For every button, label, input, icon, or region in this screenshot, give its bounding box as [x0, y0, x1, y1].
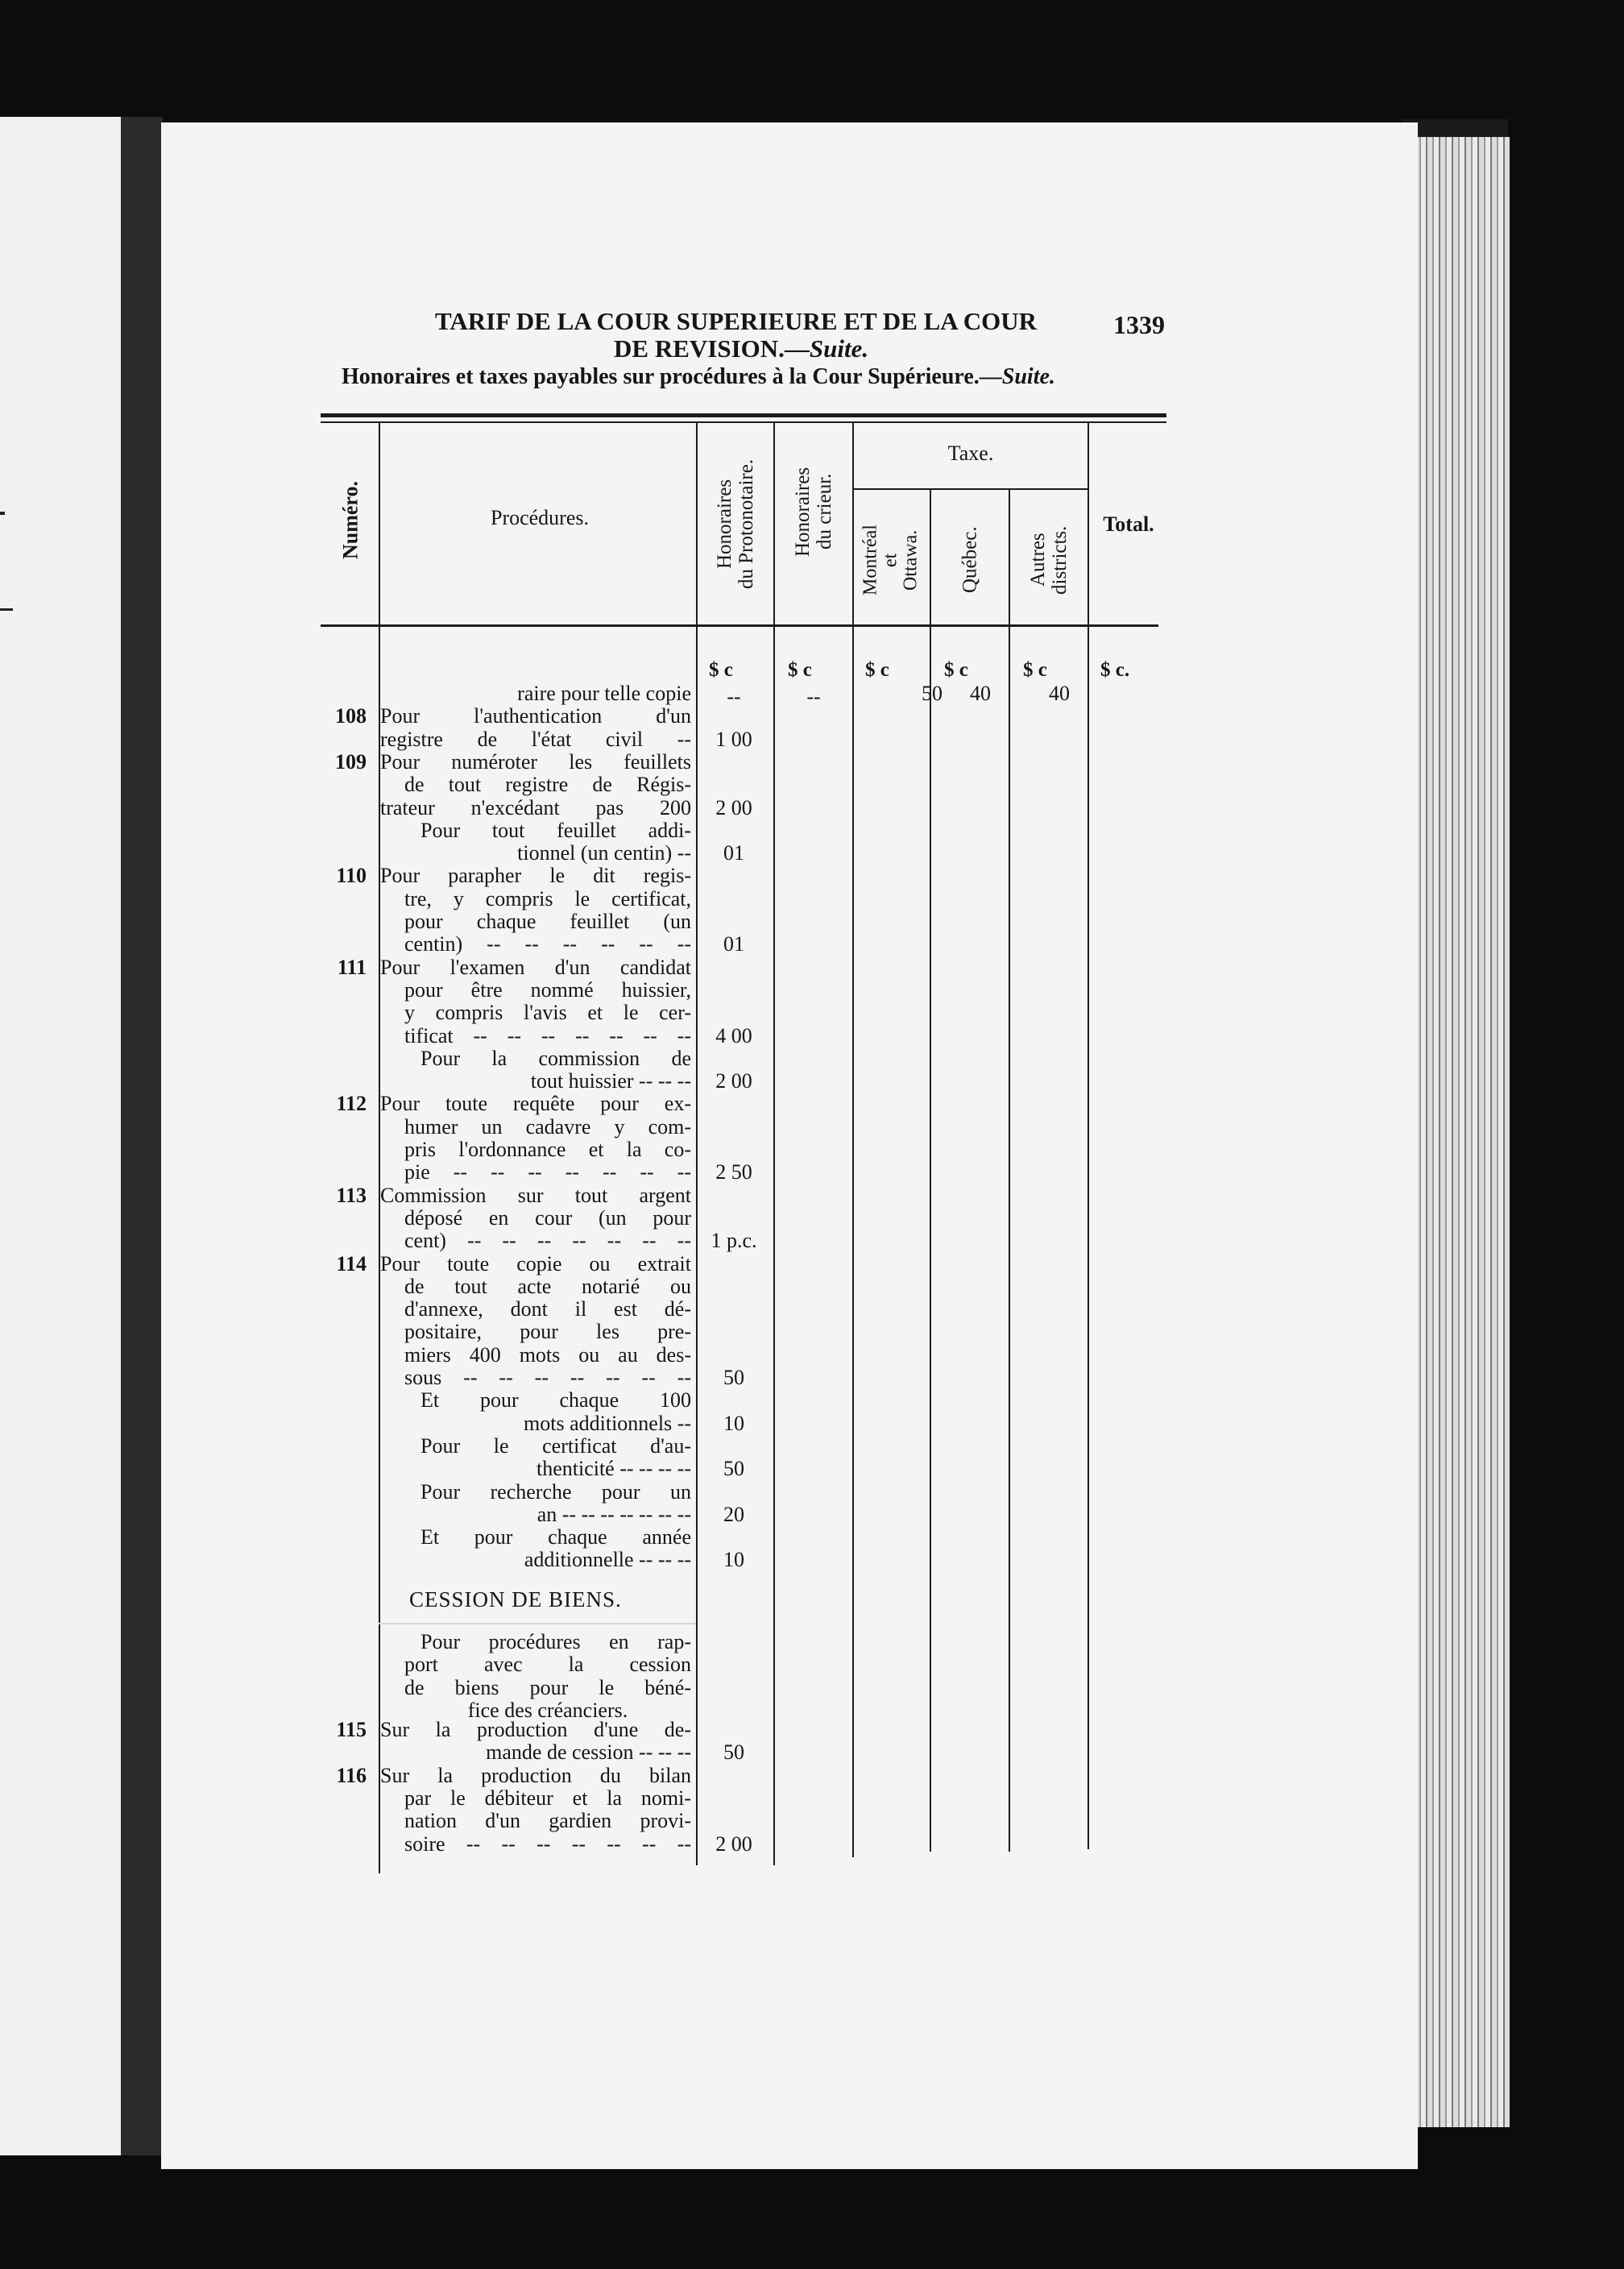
procedure-text: an -- -- -- -- -- -- --	[536, 1504, 691, 1526]
running-title	[435, 308, 1079, 335]
procedure-text: cent) -- -- -- -- -- -- --	[404, 1230, 691, 1252]
procedure-text: tionnel (un centin) --	[517, 842, 691, 865]
col-line-quebec	[1009, 490, 1010, 1852]
procedure-text: par le débiteur et la nomi-	[404, 1787, 691, 1810]
procedure-text: trateur n'excédant pas 200	[380, 797, 691, 819]
row-number: 112	[336, 1092, 367, 1115]
header-protonotaire: Honoraires du Protonotaire.	[714, 458, 757, 589]
header-taxe: Taxe.	[947, 442, 994, 465]
procedure-text: de tout registre de Régis-	[404, 774, 691, 796]
procedure-text: Commission sur tout argent	[380, 1184, 691, 1207]
procedure-text: Sur la production du bilan	[380, 1765, 691, 1787]
currency-protonotaire: $ c	[709, 659, 733, 681]
header-crieur: Honoraires du crieur.	[792, 467, 835, 557]
procedure-text: humer un cadavre y com-	[404, 1116, 691, 1139]
table-top-rule-thin	[321, 421, 1166, 423]
table-row	[0, 1435, 806, 1458]
procedure-text: Sur la production d'une de-	[380, 1719, 691, 1741]
procedure-text: mots additionnels --	[524, 1412, 691, 1435]
procedure-text: raire pour telle copie	[517, 682, 691, 705]
running-title-line-2: DE REVISION.—Suite.	[614, 334, 869, 363]
fee-protonotaire: 10	[723, 1548, 744, 1571]
procedure-text: de tout acte notarié ou	[404, 1276, 691, 1298]
fee-protonotaire: 1 p.c.	[710, 1229, 757, 1252]
procedure-text: pris l'ordonnance et la co-	[404, 1139, 691, 1161]
table-row	[0, 1298, 806, 1321]
procedure-text: tout huissier -- -- --	[530, 1070, 691, 1093]
table-row	[0, 1787, 806, 1810]
tax-quebec: 40	[970, 682, 991, 705]
table-row	[0, 1253, 806, 1276]
taxe-rule	[854, 488, 1088, 490]
procedure-text: pie -- -- -- -- -- -- --	[404, 1161, 691, 1184]
currency-quebec: $ c	[944, 659, 968, 681]
fee-protonotaire: 50	[723, 1740, 744, 1764]
table-row	[0, 728, 806, 751]
header-autres: Autres districts.	[1027, 525, 1071, 595]
table-row	[0, 933, 806, 956]
dash-protonotaire: --	[727, 685, 741, 708]
row-number: 115	[336, 1718, 367, 1741]
table-row	[0, 819, 806, 842]
procedure-text: Pour toute copie ou extrait	[380, 1253, 691, 1276]
table-row	[0, 1321, 806, 1343]
procedure-text: pour être nommé huissier,	[404, 979, 691, 1002]
table-row	[0, 1093, 806, 1115]
table-row	[0, 1139, 806, 1161]
procedure-text: Pour toute requête pour ex-	[380, 1093, 691, 1115]
procedure-text: additionnelle -- -- --	[524, 1549, 691, 1571]
table-row	[0, 1526, 806, 1549]
header-montreal: Montréal et Ottawa.	[860, 525, 922, 595]
table-row	[0, 1047, 806, 1070]
header-quebec: Québec.	[959, 526, 981, 594]
fee-protonotaire: 10	[723, 1412, 744, 1435]
procedure-text: soire -- -- -- -- -- -- --	[404, 1833, 691, 1856]
row-number: 109	[335, 750, 367, 774]
table-row	[0, 1184, 806, 1207]
procedure-text: Pour l'authentication d'un	[380, 705, 691, 728]
table-top-rule	[321, 413, 1166, 417]
procedure-text: Pour tout feuillet addi-	[420, 819, 691, 842]
header-procedures: Procédures.	[490, 506, 589, 529]
margin-mark	[0, 512, 5, 515]
table-row	[0, 1765, 806, 1787]
procedure-text: d'annexe, dont il est dé-	[404, 1298, 691, 1321]
row-number: 114	[336, 1252, 367, 1276]
table-row	[0, 1116, 806, 1139]
currency-autres: $ c	[1023, 659, 1047, 681]
table-row	[0, 682, 806, 705]
table-row	[0, 1070, 806, 1093]
header-numero: Numéro.	[338, 480, 362, 559]
procedure-text: registre de l'état civil --	[380, 728, 691, 751]
section-intro-line: de biens pour le béné-	[404, 1676, 691, 1699]
fee-protonotaire: 01	[723, 932, 744, 956]
section-gap	[379, 1623, 696, 1624]
table-subtitle: Honoraires et taxes payables sur procédures à la Cour Supérieure.—Suite.	[342, 364, 1055, 389]
page-number: 1339	[1113, 310, 1165, 339]
section-heading: CESSION DE BIENS.	[409, 1587, 622, 1612]
procedure-text: Et pour chaque 100	[420, 1389, 691, 1412]
fee-protonotaire: 20	[723, 1503, 744, 1526]
section-intro-line: fice des créanciers.	[467, 1699, 628, 1722]
currency-total: $ c.	[1100, 659, 1130, 681]
procedure-text: positaire, pour les pre-	[404, 1321, 691, 1343]
table-row	[0, 911, 806, 933]
table-row	[0, 774, 806, 796]
fee-protonotaire: 4 00	[715, 1024, 752, 1047]
procedure-text: pour chaque feuillet (un	[404, 911, 691, 933]
table-row	[0, 1412, 806, 1435]
procedure-text: thenticité -- -- -- --	[536, 1458, 691, 1480]
row-number: 110	[336, 864, 367, 887]
table-row	[0, 888, 806, 911]
table-row	[0, 1741, 806, 1764]
fee-protonotaire: 2 00	[715, 1832, 752, 1856]
procedure-text: tre, y compris le certificat,	[404, 888, 691, 911]
dash-crieur: --	[806, 685, 821, 708]
procedure-text: Pour recherche pour un	[420, 1481, 691, 1504]
table-row	[0, 979, 806, 1002]
fee-protonotaire: 2 00	[715, 796, 752, 819]
currency-crieur: $ c	[788, 659, 812, 681]
procedure-text: centin) -- -- -- -- -- --	[404, 933, 691, 956]
row-number: 108	[335, 704, 367, 728]
procedure-text: Pour l'examen d'un candidat	[380, 956, 691, 979]
fee-protonotaire: 50	[723, 1366, 744, 1389]
procedure-text: y compris l'avis et le cer-	[404, 1002, 691, 1024]
fee-protonotaire: 01	[723, 841, 744, 865]
row-number: 116	[336, 1764, 367, 1787]
section-intro-line: Pour procédures en rap-	[420, 1630, 691, 1653]
row-number: 111	[337, 956, 367, 979]
table-row	[0, 1549, 806, 1571]
table-row	[0, 705, 806, 728]
table-row	[0, 842, 806, 865]
title-line-1: TARIF DE LA COUR SUPERIEURE ET DE LA COUR	[435, 307, 1037, 335]
fee-protonotaire: 2 50	[715, 1160, 752, 1184]
procedure-text: Et pour chaque année	[420, 1526, 691, 1549]
section-intro-line: port avec la cession	[404, 1653, 691, 1676]
table-row	[0, 1458, 806, 1480]
procedure-text: tificat -- -- -- -- -- -- --	[404, 1025, 691, 1047]
table-row	[0, 1367, 806, 1389]
procedure-text: déposé en cour (un pour	[404, 1207, 691, 1230]
procedure-text: Pour la commission de	[420, 1047, 691, 1070]
table-row	[0, 1719, 806, 1741]
table-row	[0, 751, 806, 774]
header-bottom-rule	[321, 624, 1158, 627]
table-row	[0, 1481, 806, 1504]
table-row	[0, 1810, 806, 1832]
table-row	[0, 1025, 806, 1047]
fee-protonotaire: 1 00	[715, 728, 752, 751]
tax-autres: 40	[1049, 682, 1070, 705]
procedure-text: miers 400 mots ou au des-	[404, 1344, 691, 1367]
header-total: Total.	[1103, 512, 1154, 536]
table-row	[0, 797, 806, 819]
margin-mark	[0, 608, 13, 611]
procedure-text: Pour numéroter les feuillets	[380, 751, 691, 774]
procedure-text: nation d'un gardien provi-	[404, 1810, 691, 1832]
table-row	[0, 1389, 806, 1412]
row-number: 113	[336, 1184, 367, 1207]
table-row	[0, 956, 806, 979]
procedure-text: Pour parapher le dit regis-	[380, 865, 691, 887]
table-row	[0, 865, 806, 887]
table-row	[0, 1276, 806, 1298]
fee-protonotaire: 2 00	[715, 1069, 752, 1093]
table-row	[0, 1207, 806, 1230]
tax-montreal: 50	[922, 682, 942, 705]
table-row	[0, 1504, 806, 1526]
table-row	[0, 1833, 806, 1856]
page-stack-edges	[1402, 137, 1510, 2127]
col-line-autres	[1088, 423, 1089, 1849]
table-row	[0, 1344, 806, 1367]
procedure-text: mande de cession -- -- --	[486, 1741, 691, 1764]
col-line-crieur	[852, 423, 854, 1857]
fee-protonotaire: 50	[723, 1457, 744, 1480]
currency-montreal: $ c	[865, 659, 889, 681]
table-row	[0, 1161, 806, 1184]
table-row	[0, 1002, 806, 1024]
procedure-text: sous -- -- -- -- -- -- --	[404, 1367, 691, 1389]
procedure-text: Pour le certificat d'au-	[420, 1435, 691, 1458]
table-row	[0, 1230, 806, 1252]
